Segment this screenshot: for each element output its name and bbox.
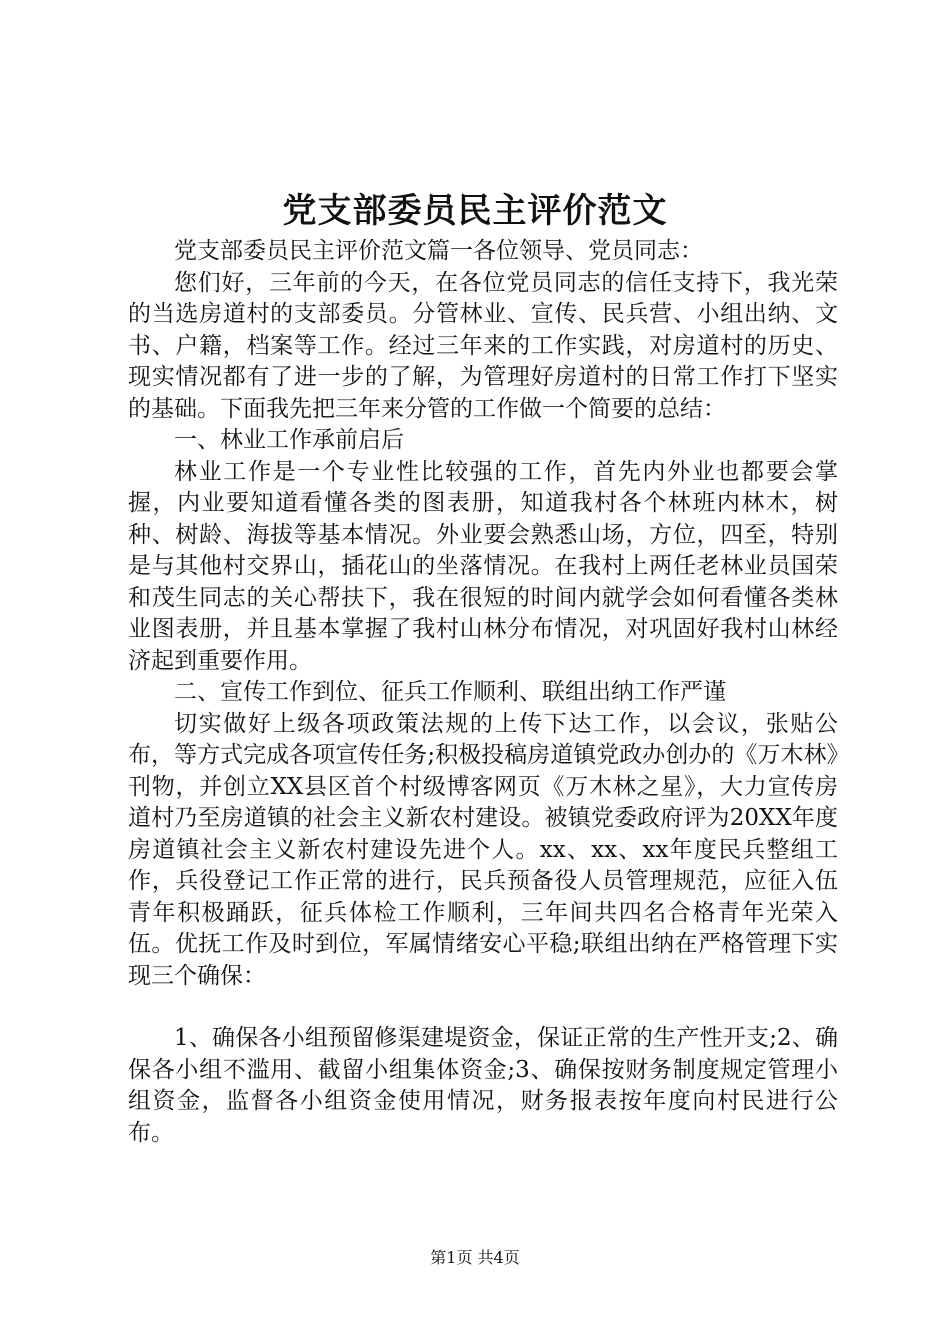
document-body [128,236,838,1149]
page-number: 第1页 共4页 [430,1248,520,1267]
document-title: 党支部委员民主评价范文 [282,191,668,231]
paragraph-intro: 党支部委员民主评价范文篇一各位领导、党员同志： [174,238,703,264]
paragraph-publicity: 切实做好上级各项政策法规的上传下达工作，以会议，张贴公布，等方式完成各项宣传任务;积极投稿房道镇党政办创办的《万木林》刊物，并创立XX县区首个村级博客网页《万木林之星》，大力宣传房道村乃至房道镇的社会主义新农村建设。被镇党委政府评为20XX年度房道镇社会主义新农村建设先进个人。xx、xx、xx年度民兵整组工作，兵役登记工作正常的进行，民兵预备役人员管理规范，应征入伍青年积极踊跃，征兵体检工作顺利，三年间共四名合格青年光荣入伍。优抚工作及时到位，军属情绪安心平稳;联组出纳在严格管理下实现三个确保： [128,710,838,989]
paragraph-greeting: 您们好，三年前的今天，在各位党员同志的信任支持下，我光荣的当选房道村的支部委员。分管林业、宣传、民兵营、小组出纳、文书、户籍，档案等工作。经过三年来的工作实践，对房道村的历史、现实情况都有了进一步的了解，为管理好房道村的日常工作打下坚实的基础。下面我先把三年来分管的工作做一个简要的总结： [128,269,838,422]
paragraph-forestry: 林业工作是一个专业性比较强的工作，首先内外业也都要会掌握，内业要知道看懂各类的图表册，知道我村各个林班内林木，树种、树龄、海拔等基本情况。外业要会熟悉山场，方位，四至，特别是与其他村交界山，插花山的坐落情况。在我村上两任老林业员国荣和茂生同志的关心帮扶下，我在很短的时间内就学会如何看懂各类林业图表册，并且基本掌握了我村山林分布情况，对巩固好我村山林经济起到重要作用。 [128,458,838,674]
heading-forestry: 一、林业工作承前启后 [174,427,404,453]
paragraph-three-ensures: 1、确保各小组预留修渠建堤资金，保证正常的生产性开支;2、确保各小组不滥用、截留小组集体资金;3、确保按财务制度规定管理小组资金，监督各小组资金使用情况，财务报表按年度向村民进行公布。 [128,1025,838,1146]
heading-publicity: 二、宣传工作到位、征兵工作顺利、联组出纳工作严谨 [174,679,726,705]
paragraph-spacer [128,992,838,1023]
